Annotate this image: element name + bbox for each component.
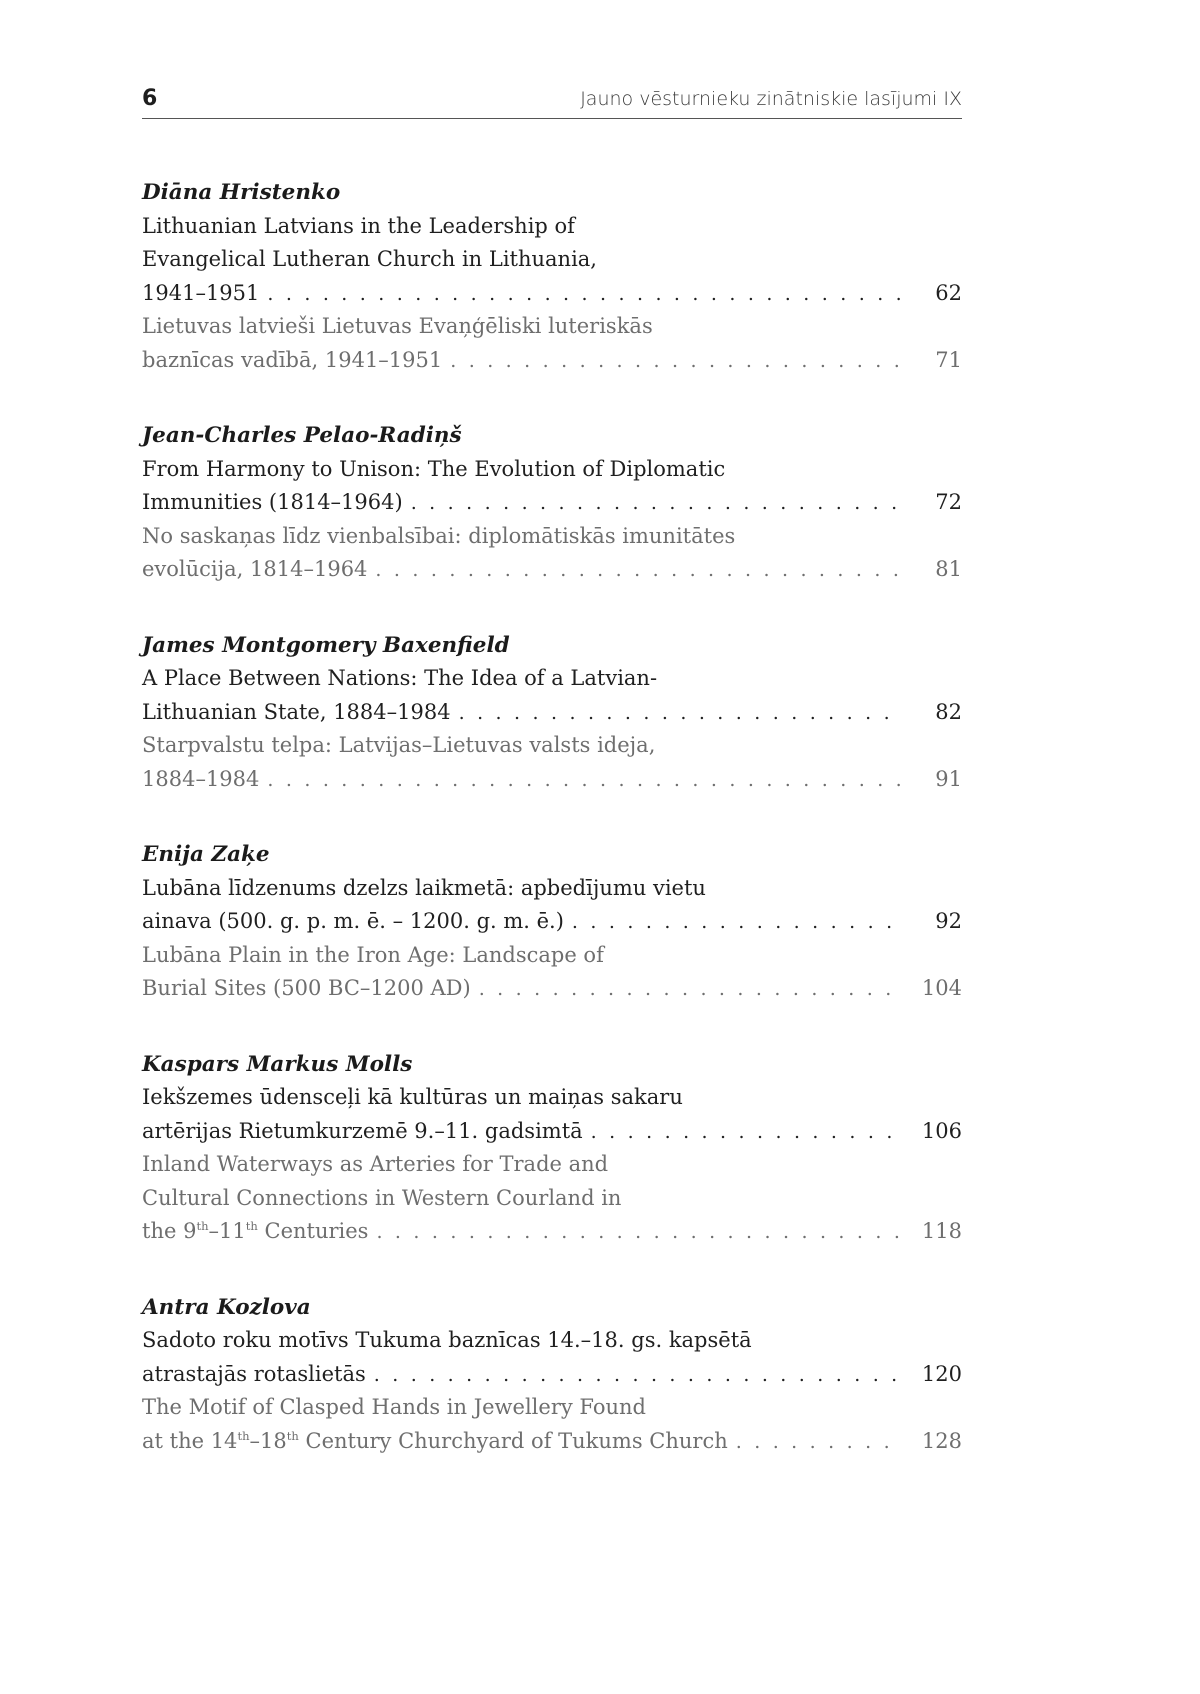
- dot-leader: [450, 345, 900, 379]
- entry-translation-line: Lietuvas latvieši Lietuvas Evaņģēliski luteriskās: [142, 314, 653, 338]
- entry-title-line: Lithuanian Latvians in the Leadership of: [142, 213, 575, 238]
- entry-translation-text: baznīcas vadībā, 1941–1951: [142, 347, 443, 372]
- entry-page-number: 91: [935, 766, 962, 791]
- ordinal-superscript: th: [237, 1428, 250, 1443]
- entry-translation-text: 1884–1984: [142, 766, 260, 791]
- toc-entry: [142, 419, 962, 587]
- entry-title-text: ainava (500. g. p. m. ē. – 1200. g. m. ē.): [142, 909, 564, 933]
- entry-page-number: 72: [935, 490, 962, 514]
- dot-leader: [375, 554, 900, 588]
- entry-translation-text: [142, 1215, 368, 1249]
- entry-translation-last-line: [142, 972, 962, 1006]
- toc-entry: [142, 176, 962, 377]
- entry-translation-line: No saskaņas līdz vienbalsībai: diplomātiskās imunitātes: [142, 523, 736, 548]
- entry-page-number: 104: [921, 976, 962, 1000]
- ordinal-superscript: th: [286, 1428, 299, 1443]
- entry-translation-last-line: [142, 1215, 962, 1249]
- dot-leader: [459, 697, 900, 731]
- entry-page-number: 71: [935, 347, 962, 372]
- entry-title-text: Immunities (1814–1964): [142, 490, 403, 514]
- entry-author: Kaspars Markus Molls: [142, 1051, 413, 1077]
- toc-entry: [142, 629, 962, 797]
- entry-title-line: Lubāna līdzenums dzelzs laikmetā: apbedījumu vietu: [142, 875, 706, 900]
- entry-translation-line: Cultural Connections in Western Courland in: [142, 1185, 622, 1210]
- entry-title-text: artērijas Rietumkurzemē 9.–11. gadsimtā: [142, 1118, 583, 1143]
- text-fragment: Centuries: [257, 1219, 369, 1243]
- entry-page-number: 81: [935, 557, 962, 581]
- entry-title-last-line: [142, 905, 962, 939]
- entry-translation-text: Burial Sites (500 BC–1200 AD): [142, 976, 471, 1000]
- text-fragment: at the 14: [142, 1428, 238, 1453]
- ordinal-superscript: th: [245, 1219, 258, 1233]
- entry-author: Antra Kozlova: [142, 1294, 311, 1320]
- toc-entry: [142, 1048, 962, 1249]
- entry-translation-text: [142, 1425, 728, 1459]
- dot-leader: [572, 906, 900, 940]
- entry-page-number: 82: [935, 699, 962, 724]
- entry-title-last-line: [142, 277, 962, 311]
- text-fragment: Century Churchyard of Tukums Church: [298, 1428, 728, 1453]
- entry-author: Diāna Hristenko: [142, 180, 341, 205]
- entry-title-line: Sadoto roku motīvs Tukuma baznīcas 14.–18. gs. kapsētā: [142, 1328, 752, 1352]
- entry-translation-line: Inland Waterways as Arteries for Trade and: [142, 1152, 609, 1176]
- entry-translation-last-line: [142, 553, 962, 587]
- entry-translation-line: The Motif of Clasped Hands in Jewellery Found: [142, 1395, 646, 1419]
- entry-translation-text: evolūcija, 1814–1964: [142, 557, 368, 581]
- dot-leader: [374, 1359, 900, 1393]
- entry-translation-last-line: [142, 763, 962, 797]
- entry-translation-last-line: [142, 1425, 962, 1459]
- text-fragment: –11: [208, 1219, 246, 1243]
- entry-translation-last-line: [142, 344, 962, 378]
- dot-leader: [267, 764, 900, 798]
- entry-title-text: Lithuanian State, 1884–1984: [142, 699, 451, 724]
- entry-page-number: 118: [921, 1219, 962, 1243]
- entry-page-number: 106: [921, 1118, 962, 1143]
- dot-leader: [376, 1216, 900, 1250]
- entry-page-number: 62: [935, 280, 962, 305]
- text-fragment: –18: [249, 1428, 287, 1453]
- entry-title-last-line: [142, 486, 962, 520]
- page-number: 6: [142, 86, 158, 111]
- toc-entry: [142, 1291, 962, 1459]
- dot-leader: [411, 487, 900, 521]
- entry-title-line: Evangelical Lutheran Church in Lithuania,: [142, 247, 597, 271]
- ordinal-superscript: th: [196, 1219, 209, 1233]
- dot-leader: [267, 278, 900, 312]
- entry-title-last-line: [142, 696, 962, 730]
- entry-title-line: Iekšzemes ūdensceļi kā kultūras un maiņas sakaru: [142, 1085, 683, 1109]
- table-of-contents: [142, 176, 962, 1500]
- toc-entry: [142, 838, 962, 1006]
- entry-page-number: 120: [921, 1361, 962, 1386]
- entry-title-last-line: [142, 1115, 962, 1149]
- entry-author: James Montgomery Baxenfield: [142, 632, 510, 658]
- entry-translation-line: Lubāna Plain in the Iron Age: Landscape of: [142, 942, 604, 967]
- running-title: Jauno vēsturnieku zinātniskie lasījumi IX: [580, 88, 962, 110]
- entry-page-number: 92: [935, 909, 962, 933]
- entry-author: Jean-Charles Pelao-Radiņš: [142, 423, 462, 448]
- page-header: [142, 84, 962, 119]
- entry-title-line: From Harmony to Unison: The Evolution of Diplomatic: [142, 456, 726, 481]
- entry-title-last-line: [142, 1358, 962, 1392]
- entry-author: Enija Zaķe: [142, 842, 270, 867]
- dot-leader: [736, 1426, 900, 1460]
- text-fragment: the 9: [142, 1219, 197, 1243]
- dot-leader: [591, 1116, 900, 1150]
- dot-leader: [479, 973, 900, 1007]
- entry-title-text: 1941–1951: [142, 280, 260, 305]
- entry-translation-line: Starpvalstu telpa: Latvijas–Lietuvas valsts ideja,: [142, 733, 656, 757]
- entry-title-text: atrastajās rotaslietās: [142, 1361, 366, 1386]
- entry-page-number: 128: [921, 1428, 962, 1453]
- entry-title-line: A Place Between Nations: The Idea of a Latvian-: [142, 666, 658, 690]
